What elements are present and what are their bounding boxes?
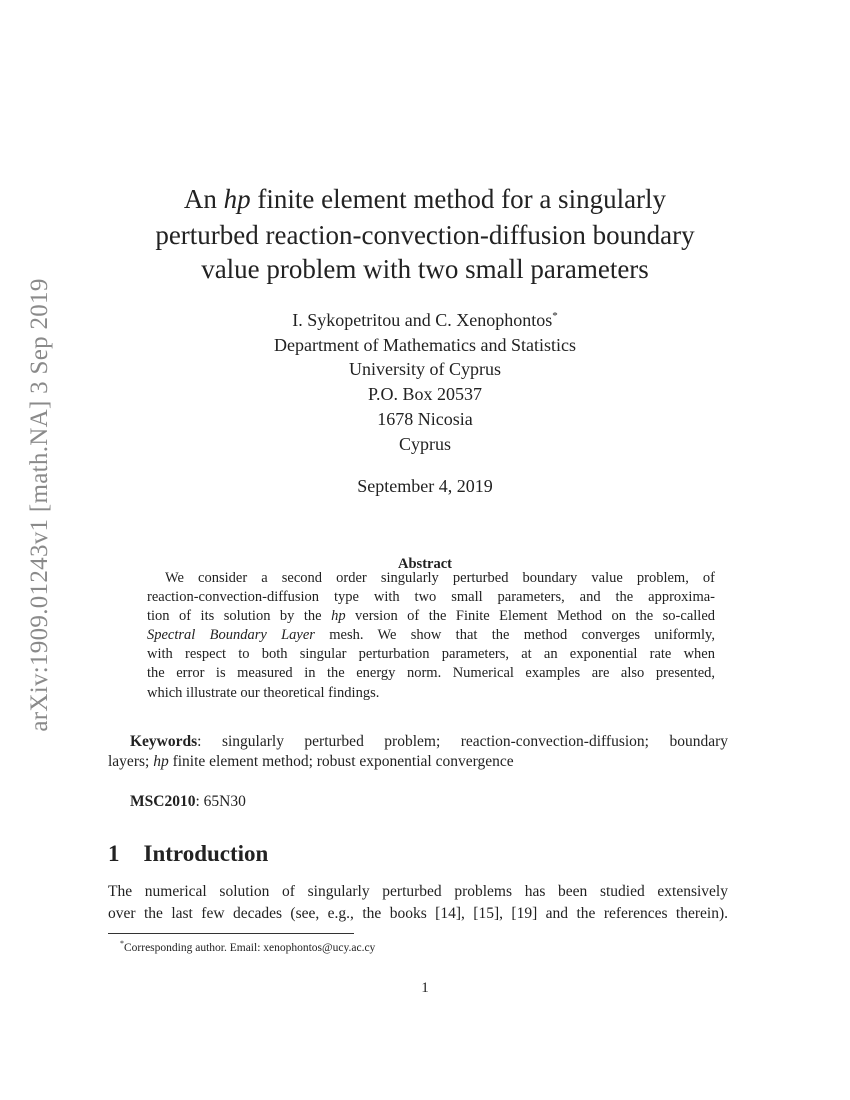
abstract-line: reaction-convection-diffusion type with two small parameters, and the approxima-: [147, 589, 715, 605]
affiliation-line: University of Cyprus: [349, 359, 501, 379]
text: : singularly perturbed problem; reaction-convection-diffusion; boundary: [197, 733, 728, 750]
footnote-mark: *: [120, 939, 124, 948]
keywords-line: [130, 733, 728, 751]
abstract-heading: Abstract: [398, 556, 452, 572]
section-heading: [108, 841, 268, 867]
msc-value: : 65N30: [195, 793, 246, 810]
abstract-line: with respect to both singular perturbation parameters, at an exponential rate when: [147, 646, 715, 662]
abstract-line: which illustrate our theoretical findings.: [147, 685, 380, 701]
section-title: Introduction: [143, 841, 269, 866]
footnote-rule: [108, 933, 354, 934]
abstract-line: [147, 627, 715, 644]
title-text: An: [183, 184, 224, 214]
section-number: 1: [108, 841, 120, 866]
affiliation-line: 1678 Nicosia: [377, 409, 473, 429]
keywords-label: Keywords: [130, 733, 198, 750]
text-em: Spectral Boundary Layer: [147, 627, 315, 643]
title-line-2: perturbed reaction-convection-diffusion boundary: [155, 220, 695, 250]
author-names: I. Sykopetritou and C. Xenophontos: [292, 310, 553, 330]
text-em: hp: [153, 753, 169, 770]
footnote-mark: *: [552, 310, 558, 322]
title-line-3: value problem with two small parameters: [201, 254, 649, 284]
title-text: finite element method for a singularly: [250, 184, 667, 214]
intro-line: The numerical solution of singularly perturbed problems has been studied extensively: [108, 883, 728, 900]
intro-line: over the last few decades (see, e.g., the books [14], [15], [19] and the references therein).: [108, 905, 728, 922]
title-line-1: [0, 182, 850, 216]
text: version of the Finite Element Method on the so-called: [345, 608, 716, 624]
title-hp: hp: [223, 184, 251, 214]
abstract-line: [147, 608, 715, 625]
text: finite element method; robust exponential convergence: [168, 753, 514, 770]
affiliation-line: Cyprus: [398, 434, 451, 454]
abstract-line: We consider a second order singularly perturbed boundary value problem, of: [165, 570, 715, 586]
text: tion of its solution by the: [147, 608, 332, 624]
msc: [130, 793, 246, 811]
msc-label: MSC2010: [130, 793, 196, 810]
text: layers;: [108, 753, 154, 770]
authors: [0, 310, 850, 331]
affiliation-line: P.O. Box 20537: [367, 384, 483, 404]
page-number: 1: [421, 980, 429, 996]
keywords-line: [108, 753, 514, 771]
affiliation-line: Department of Mathematics and Statistics: [274, 335, 576, 355]
footnote: [120, 939, 375, 954]
date: September 4, 2019: [357, 476, 493, 496]
text: mesh. We show that the method converges uniformly,: [314, 627, 715, 643]
abstract-line: the error is measured in the energy norm. Numerical examples are also presented,: [147, 665, 715, 681]
arxiv-stamp: arXiv:1909.01243v1 [math.NA] 3 Sep 2019: [26, 278, 53, 732]
footnote-text: Corresponding author. Email: xenophontos@ucy.ac.cy: [124, 941, 376, 954]
text-em: hp: [331, 608, 346, 624]
